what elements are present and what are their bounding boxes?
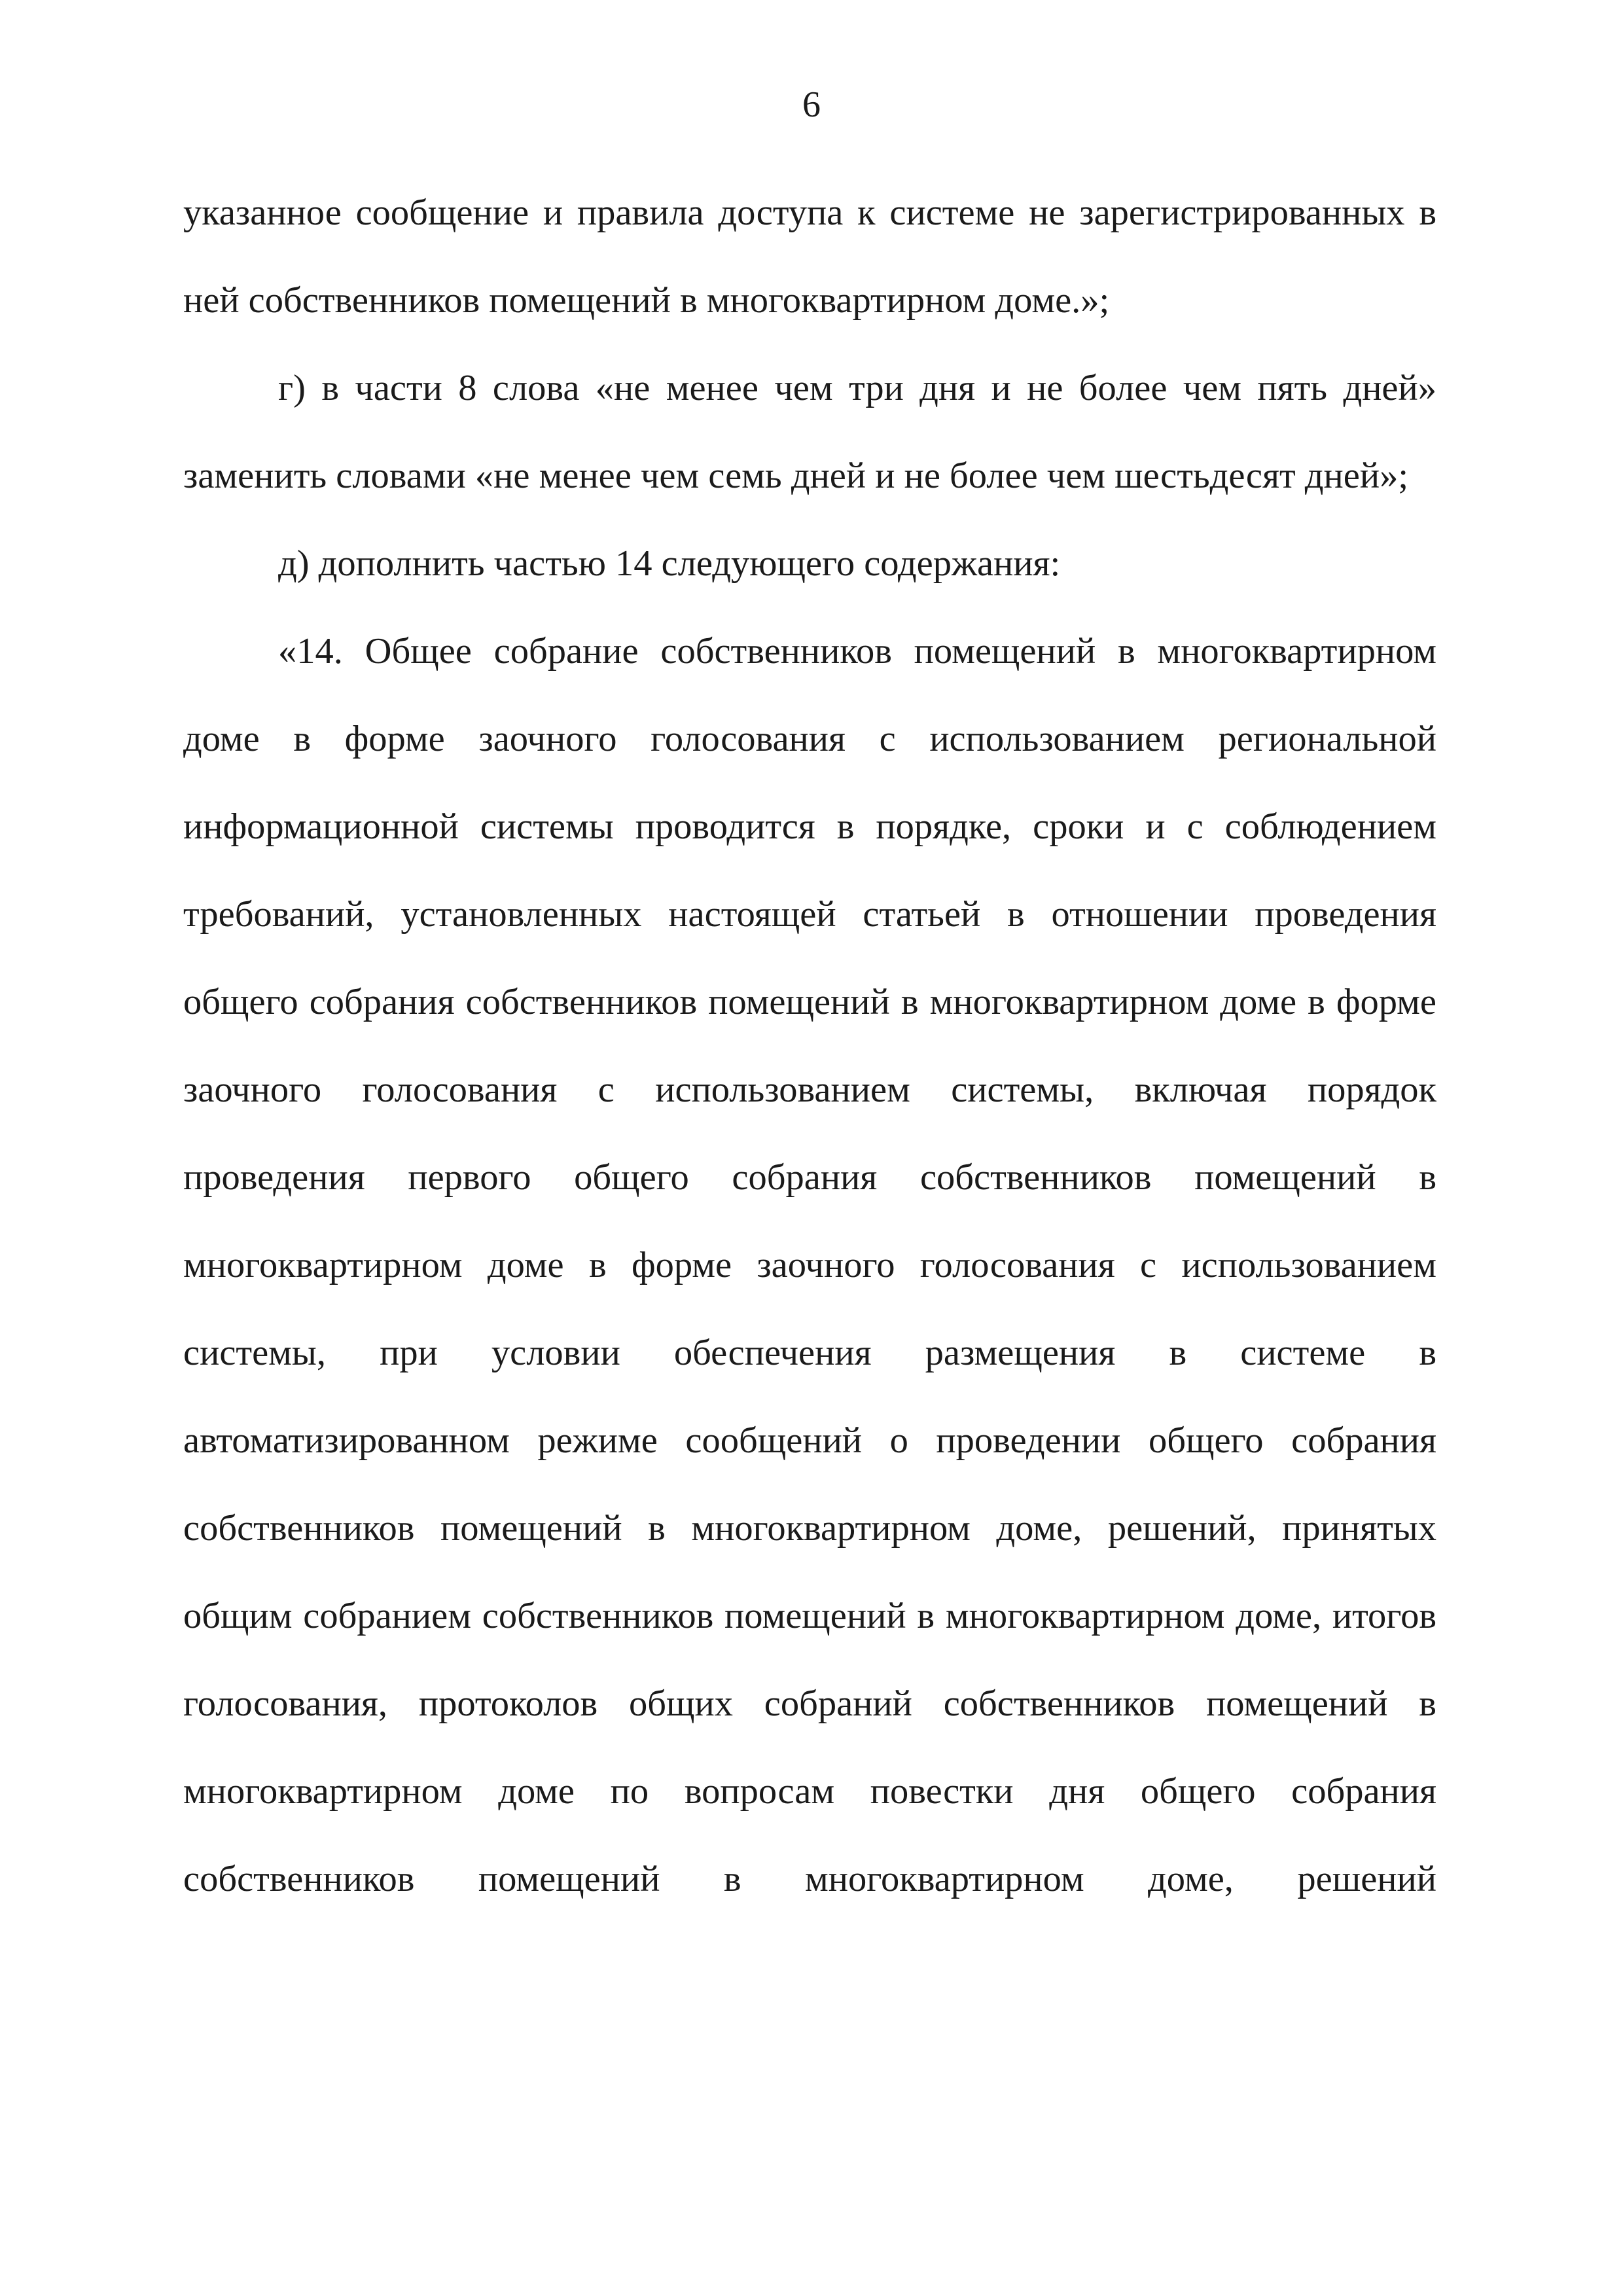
paragraph-item-g: г) в части 8 слова «не менее чем три дня и не более чем пять дней» заменить словами «не менее чем семь дней и не более чем шестьдесят дней»; bbox=[183, 368, 1436, 496]
page-number: 6 bbox=[802, 84, 821, 125]
paragraph-item-d: д) дополнить частью 14 следующего содержания: bbox=[278, 543, 1061, 584]
paragraph-continuation: указанное сообщение и правила доступа к системе не зарегистрированных в ней собственников помещений в многоквартирном доме.»; bbox=[183, 192, 1436, 321]
paragraph-part-14: «14. Общее собрание собственников помещений в многоквартирном доме в форме заочного голосования с использованием региональной информационной системы проводится в порядке, сроки и с соблюдением требований, установленных настоящей статьей в отношении проведения общего собрания собственников помещений в многоквартирном доме в форме заочного голосования с использованием системы, включая порядок проведения первого общего собрания собственников помещений в многоквартирном доме в форме заочного голосования с использованием системы, при условии обеспечения размещения в системе в автоматизированном режиме сообщений о проведении общего собрания собственников помещений в многоквартирном доме, решений, принятых общим собранием собственников помещений в многоквартирном доме, итогов голосования, протоколов общих собраний собственников помещений в многоквартирном доме по вопросам повестки дня общего собрания собственников помещений в многоквартирном доме, решений bbox=[183, 631, 1436, 1899]
document-body bbox=[183, 169, 1436, 1923]
